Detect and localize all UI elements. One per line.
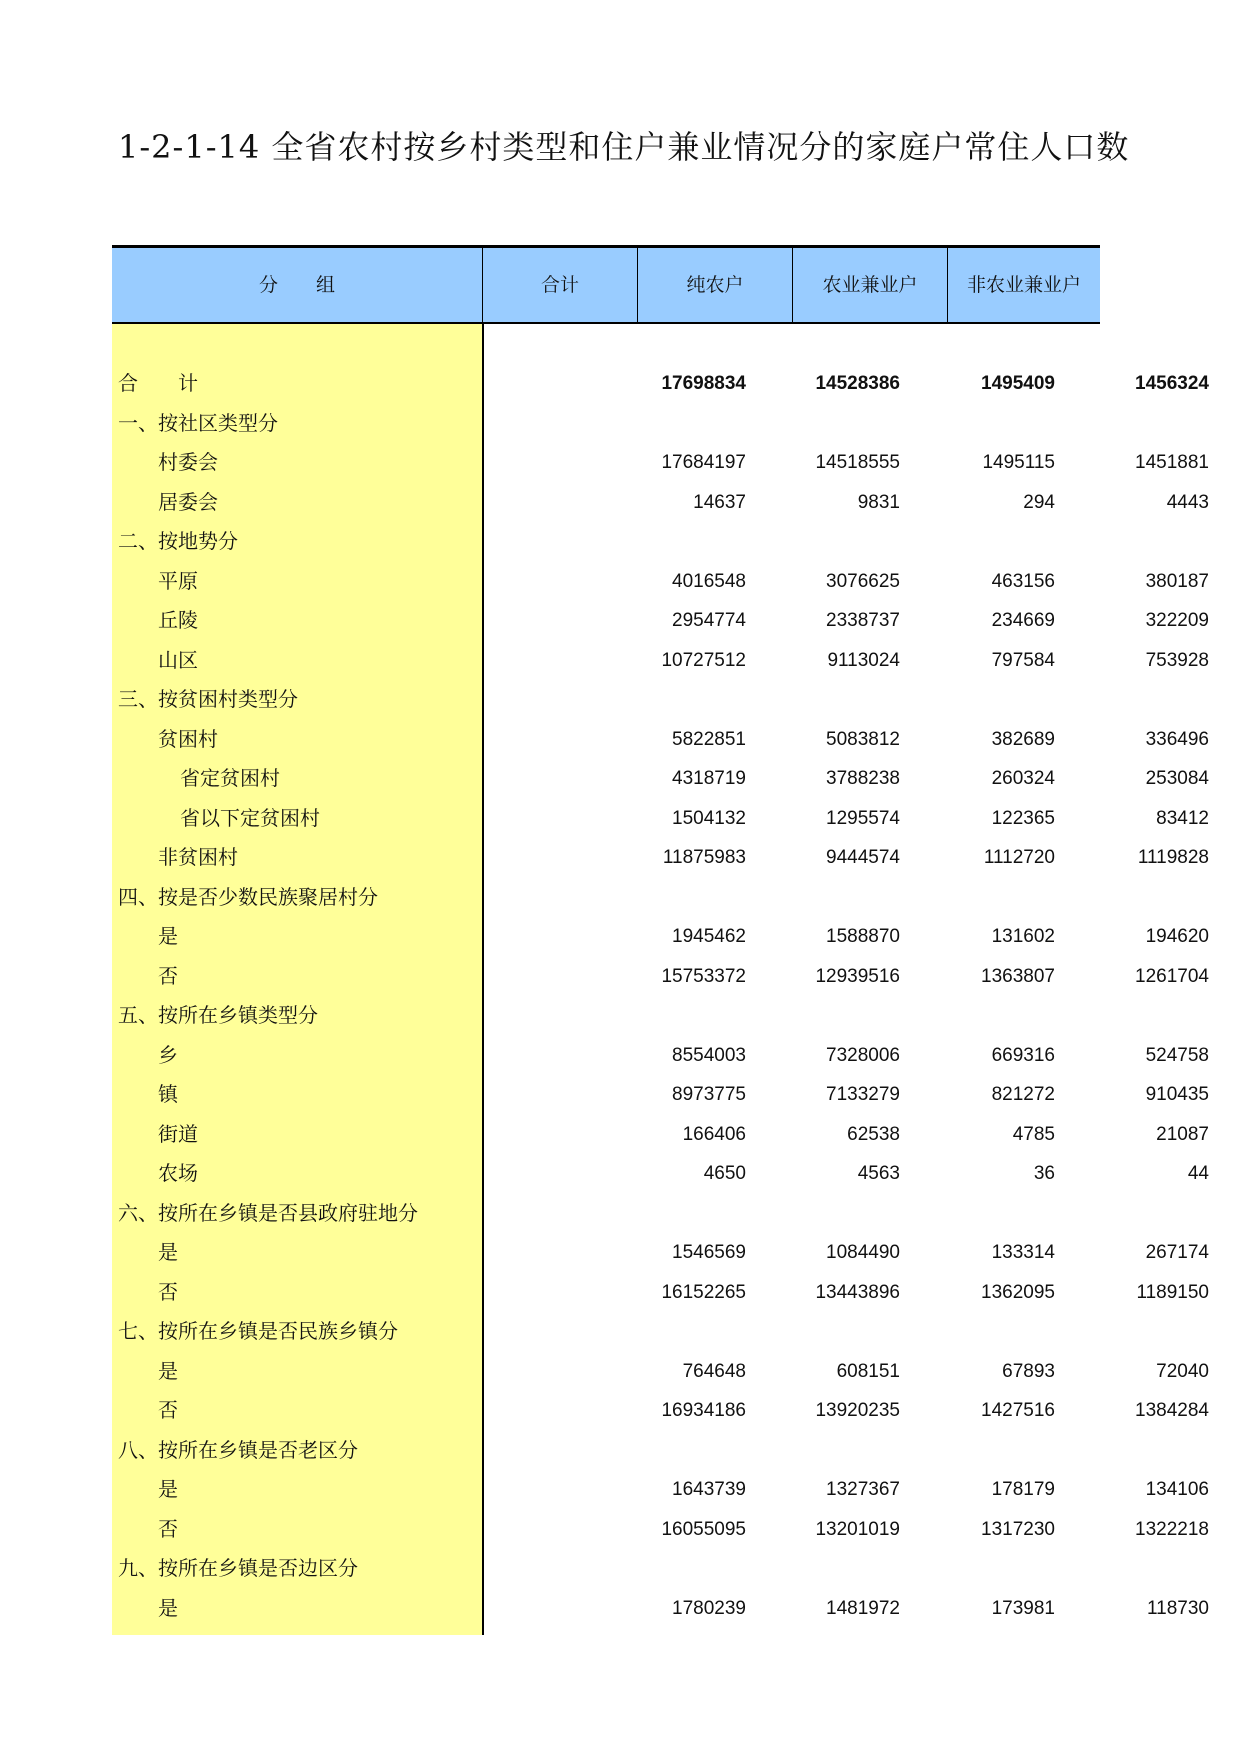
total-value: 15753372 <box>661 965 746 987</box>
non-farm-part-time-value: 1261704 <box>1135 965 1209 987</box>
section-label: 合 计 <box>118 371 198 395</box>
total-value <box>484 878 746 918</box>
farm-part-time-value <box>900 1431 1055 1471</box>
header-group: 分 组 <box>258 274 335 296</box>
pure-farm-value <box>746 680 900 720</box>
table-row <box>112 838 1209 878</box>
farm-part-time-value: 1363807 <box>981 965 1055 987</box>
farm-part-time-value: 67893 <box>1002 1360 1055 1382</box>
non-farm-part-time-value: 194620 <box>1145 926 1209 947</box>
table-row <box>112 720 1209 760</box>
total-value <box>484 996 746 1036</box>
pure-farm-value <box>746 1312 900 1352</box>
row-label: 街道 <box>158 1121 198 1146</box>
section-label: 六、按所在乡镇是否县政府驻地分 <box>118 1200 418 1225</box>
table-row <box>112 1273 1209 1313</box>
total-value <box>484 1194 746 1234</box>
farm-part-time-value: 4785 <box>1012 1123 1055 1145</box>
header-non-farm-part-time: 非农业兼业户 <box>966 274 1081 296</box>
non-farm-part-time-value <box>1055 996 1209 1036</box>
table-row <box>112 1510 1209 1550</box>
row-label: 非贫困村 <box>158 845 238 869</box>
non-farm-part-time-value: 910435 <box>1145 1084 1209 1105</box>
total-value: 16934186 <box>661 1400 746 1421</box>
pure-farm-value: 608151 <box>836 1360 900 1382</box>
farm-part-time-value: 821272 <box>991 1084 1055 1105</box>
farm-part-time-value: 1362095 <box>981 1281 1055 1303</box>
non-farm-part-time-value: 336496 <box>1145 728 1209 750</box>
section-label: 四、按是否少数民族聚居村分 <box>118 884 378 909</box>
non-farm-part-time-value: 1322218 <box>1135 1518 1209 1540</box>
farm-part-time-value: 178179 <box>991 1479 1055 1500</box>
table-row <box>112 917 1209 957</box>
row-label: 是 <box>158 924 178 948</box>
farm-part-time-value: 1112720 <box>983 847 1055 868</box>
row-label: 丘陵 <box>158 608 198 632</box>
pure-farm-value: 9444574 <box>826 847 900 868</box>
non-farm-part-time-value <box>1055 404 1209 444</box>
non-farm-part-time-value: 253084 <box>1145 768 1209 789</box>
pure-farm-value: 13201019 <box>815 1518 900 1540</box>
table-row <box>112 1194 1100 1234</box>
pure-farm-value: 12939516 <box>815 965 900 987</box>
row-label: 否 <box>158 1279 178 1304</box>
farm-part-time-value: 1317230 <box>981 1518 1055 1540</box>
non-farm-part-time-value: 753928 <box>1145 649 1209 671</box>
table-row <box>112 522 1100 562</box>
row-label: 村委会 <box>158 450 218 474</box>
header-total: 合计 <box>540 274 579 296</box>
section-label: 三、按贫困村类型分 <box>118 687 298 711</box>
pure-farm-value <box>746 878 900 918</box>
non-farm-part-time-value: 267174 <box>1145 1242 1209 1263</box>
pure-farm-value: 1588870 <box>826 926 900 947</box>
row-label: 是 <box>158 1595 178 1620</box>
non-farm-part-time-value: 322209 <box>1145 610 1209 631</box>
row-label: 乡 <box>158 1042 178 1067</box>
row-label: 否 <box>158 1516 178 1541</box>
non-farm-part-time-value <box>1055 522 1209 562</box>
table-row <box>112 1470 1209 1510</box>
pure-farm-value: 9831 <box>857 491 900 513</box>
row-label: 否 <box>158 963 178 988</box>
non-farm-part-time-value: 134106 <box>1145 1479 1209 1500</box>
total-value <box>484 1549 746 1589</box>
pure-farm-value: 3076625 <box>826 570 900 592</box>
farm-part-time-value <box>900 878 1055 918</box>
pure-farm-value: 62538 <box>847 1123 900 1145</box>
pure-farm-value <box>746 1194 900 1234</box>
table-row <box>112 1589 1209 1629</box>
total-value <box>484 1431 746 1471</box>
non-farm-part-time-value: 1119828 <box>1137 847 1209 868</box>
total-value: 1643739 <box>672 1479 746 1500</box>
farm-part-time-value: 382689 <box>991 728 1055 750</box>
pure-farm-value <box>746 522 900 562</box>
section-label: 二、按地势分 <box>118 529 238 553</box>
total-value: 4016548 <box>672 570 746 592</box>
non-farm-part-time-value <box>1055 1549 1209 1589</box>
total-value: 14637 <box>693 491 746 513</box>
table-row <box>112 404 1100 444</box>
table-row <box>112 1431 1100 1471</box>
farm-part-time-value: 173981 <box>991 1597 1055 1619</box>
farm-part-time-value: 463156 <box>991 570 1055 592</box>
section-label: 一、按社区类型分 <box>118 410 278 435</box>
row-label: 省以下定贫困村 <box>180 805 320 830</box>
total-value: 10727512 <box>661 649 746 671</box>
total-value: 1945462 <box>672 926 746 947</box>
table-row <box>112 601 1209 641</box>
total-value: 764648 <box>682 1360 746 1382</box>
row-label: 农场 <box>158 1161 198 1185</box>
pure-farm-value: 1481972 <box>826 1597 900 1619</box>
non-farm-part-time-value <box>1055 1194 1209 1234</box>
section-label: 五、按所在乡镇类型分 <box>118 1003 318 1027</box>
row-label: 是 <box>158 1477 178 1501</box>
total-value <box>484 680 746 720</box>
table-row <box>112 957 1209 997</box>
non-farm-part-time-value: 380187 <box>1145 570 1209 592</box>
non-farm-part-time-value: 1384284 <box>1135 1400 1209 1421</box>
non-farm-part-time-value <box>1055 680 1209 720</box>
table-row <box>112 759 1209 799</box>
non-farm-part-time-value: 1189150 <box>1136 1281 1209 1303</box>
total-value: 1546569 <box>672 1242 746 1263</box>
total-value: 1780239 <box>672 1597 746 1619</box>
farm-part-time-value: 122365 <box>991 807 1055 829</box>
pure-farm-value: 7328006 <box>826 1044 900 1066</box>
table-row <box>112 996 1100 1036</box>
pure-farm-value <box>746 1431 900 1471</box>
farm-part-time-value: 669316 <box>991 1044 1055 1066</box>
total-value: 4318719 <box>672 768 746 789</box>
header-pure-farm: 纯农户 <box>686 274 744 296</box>
table-row <box>112 878 1100 918</box>
table-row <box>112 680 1100 720</box>
farm-part-time-value: 1495115 <box>982 452 1055 473</box>
pure-farm-value <box>746 996 900 1036</box>
pure-farm-value: 14518555 <box>815 452 900 473</box>
total-value: 8554003 <box>672 1044 746 1066</box>
pure-farm-value: 5083812 <box>826 728 900 750</box>
farm-part-time-value: 1427516 <box>981 1400 1055 1421</box>
non-farm-part-time-value: 4443 <box>1166 491 1209 513</box>
pure-farm-value: 14528386 <box>815 373 900 394</box>
total-value: 17684197 <box>661 452 746 473</box>
pure-farm-value: 7133279 <box>826 1084 900 1105</box>
total-value: 1504132 <box>672 807 746 829</box>
page-title: 1-2-1-14 全省农村按乡村类型和住户兼业情况分的家庭户常住人口数 <box>118 128 1130 166</box>
non-farm-part-time-value: 83412 <box>1156 807 1209 829</box>
pure-farm-value: 2338737 <box>826 610 900 631</box>
table-row <box>112 364 1209 404</box>
farm-part-time-value: 260324 <box>991 768 1055 789</box>
total-value: 8973775 <box>672 1084 746 1105</box>
farm-part-time-value: 234669 <box>991 610 1055 631</box>
total-value <box>484 1312 746 1352</box>
pure-farm-value: 1084490 <box>826 1242 900 1263</box>
farm-part-time-value: 131602 <box>991 926 1055 947</box>
total-value <box>484 522 746 562</box>
row-label: 否 <box>158 1398 178 1422</box>
non-farm-part-time-value <box>1055 1312 1209 1352</box>
row-label: 居委会 <box>158 489 218 514</box>
table-row <box>112 1549 1100 1589</box>
table-row <box>112 1115 1209 1155</box>
section-label: 八、按所在乡镇是否老区分 <box>118 1437 358 1462</box>
section-label: 七、按所在乡镇是否民族乡镇分 <box>118 1319 398 1343</box>
non-farm-part-time-value: 44 <box>1187 1163 1209 1184</box>
table-row <box>112 1352 1209 1392</box>
non-farm-part-time-value: 72040 <box>1156 1360 1209 1382</box>
row-label: 镇 <box>158 1082 178 1106</box>
total-value: 16055095 <box>661 1518 746 1540</box>
pure-farm-value: 13443896 <box>815 1281 900 1303</box>
farm-part-time-value <box>900 1312 1055 1352</box>
table-row <box>112 1075 1209 1115</box>
section-label: 九、按所在乡镇是否边区分 <box>118 1556 358 1580</box>
table-row <box>112 443 1209 483</box>
pure-farm-value <box>746 404 900 444</box>
farm-part-time-value <box>900 996 1055 1036</box>
farm-part-time-value: 797584 <box>991 649 1055 671</box>
row-label: 贫困村 <box>158 726 218 751</box>
row-label: 平原 <box>158 568 198 593</box>
non-farm-part-time-value: 524758 <box>1145 1044 1209 1066</box>
table-body <box>112 364 1209 1628</box>
row-label: 省定贫困村 <box>180 766 280 790</box>
total-value: 5822851 <box>672 728 746 750</box>
total-value <box>484 404 746 444</box>
table-row <box>112 641 1209 681</box>
row-label: 山区 <box>158 647 198 672</box>
total-value: 2954774 <box>672 610 746 631</box>
non-farm-part-time-value <box>1055 1431 1209 1471</box>
total-value: 16152265 <box>661 1281 746 1303</box>
table-row <box>112 1391 1209 1431</box>
table-row <box>112 562 1209 602</box>
non-farm-part-time-value <box>1055 878 1209 918</box>
farm-part-time-value <box>900 1194 1055 1234</box>
table-row <box>112 1154 1209 1194</box>
table-row <box>112 799 1209 839</box>
farm-part-time-value <box>900 1549 1055 1589</box>
non-farm-part-time-value: 21087 <box>1156 1123 1209 1145</box>
farm-part-time-value: 1495409 <box>981 373 1055 394</box>
pure-farm-value <box>746 1549 900 1589</box>
farm-part-time-value <box>900 404 1055 444</box>
non-farm-part-time-value: 118730 <box>1147 1597 1209 1619</box>
total-value: 166406 <box>682 1123 746 1145</box>
pure-farm-value: 4563 <box>857 1163 900 1184</box>
pure-farm-value: 9113024 <box>827 649 900 671</box>
row-label: 是 <box>158 1240 178 1264</box>
total-value: 17698834 <box>661 373 746 394</box>
pure-farm-value: 1327367 <box>826 1479 900 1500</box>
farm-part-time-value <box>900 522 1055 562</box>
pure-farm-value: 1295574 <box>826 807 900 829</box>
non-farm-part-time-value: 1456324 <box>1135 373 1209 394</box>
pure-farm-value: 3788238 <box>826 768 900 789</box>
non-farm-part-time-value: 1451881 <box>1135 452 1209 473</box>
pure-farm-value: 13920235 <box>815 1400 900 1421</box>
header-farm-part-time: 农业兼业户 <box>822 274 918 296</box>
total-value: 11875983 <box>662 847 746 868</box>
farm-part-time-value <box>900 680 1055 720</box>
total-value: 4650 <box>703 1163 746 1184</box>
table-row <box>112 1233 1209 1273</box>
table-row <box>112 1036 1209 1076</box>
table-row <box>112 1312 1100 1352</box>
row-label: 是 <box>158 1358 178 1383</box>
table-header <box>112 248 1100 324</box>
farm-part-time-value: 294 <box>1023 491 1055 513</box>
farm-part-time-value: 133314 <box>991 1242 1055 1263</box>
data-table <box>112 245 1209 1635</box>
farm-part-time-value: 36 <box>1033 1163 1055 1184</box>
table-row <box>112 483 1209 523</box>
